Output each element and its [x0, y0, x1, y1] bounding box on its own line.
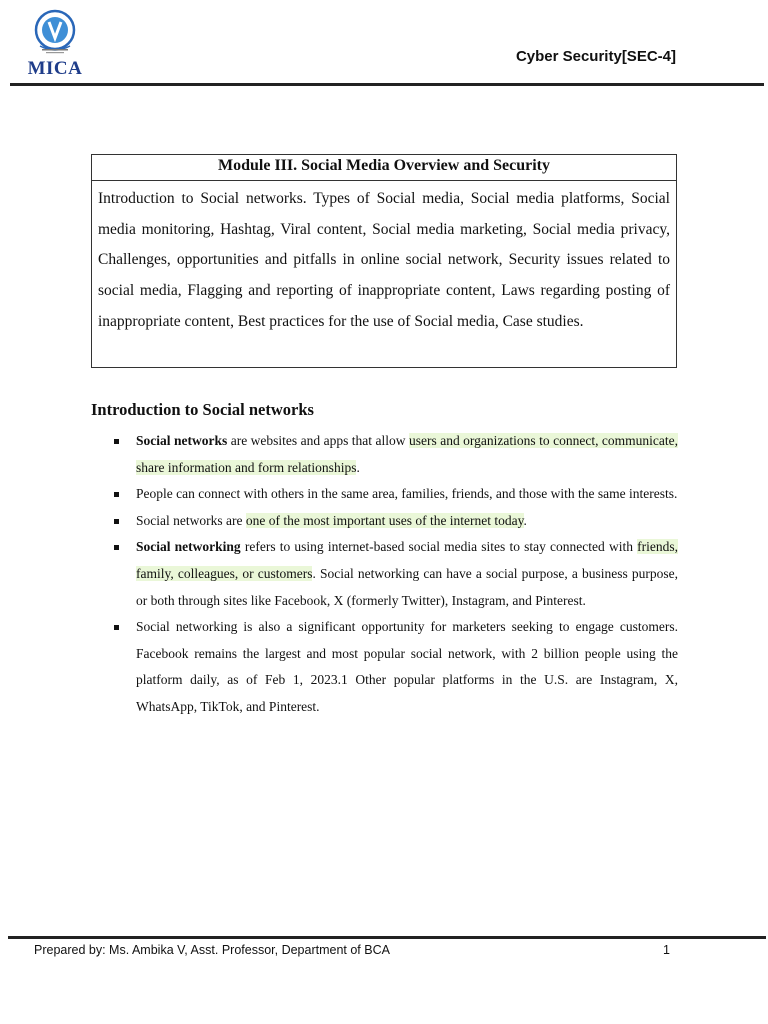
- module-title: Module III. Social Media Overview and Security: [92, 155, 676, 181]
- bullet-item: [112, 481, 678, 508]
- bullet-text: refers to using internet-based social media sites to stay connected with: [240, 539, 638, 555]
- bullet-text: Social networking is also a significant opportunity for marketers seeking to engage customers. Facebook remains the largest and most popular social network, with 2 billion people using the platform daily, as of Feb 1, 2023.1 Other popular platforms in the U.S. are Instagram, X, WhatsApp, TikTok, and Pinterest.: [136, 619, 678, 714]
- header-divider: [10, 83, 764, 86]
- bullet-bold-term: Social networks: [136, 433, 228, 448]
- logo-text: MICA: [27, 58, 83, 79]
- module-syllabus-box: [91, 154, 677, 368]
- bullet-square-icon: [114, 519, 119, 524]
- bullet-text: People can connect with others in the same area, families, friends, and those with the same interests.: [136, 486, 678, 502]
- document-header-title: Cyber Security[SEC-4]: [515, 48, 676, 65]
- bullet-square-icon: [114, 625, 119, 630]
- mica-emblem-icon: [22, 8, 88, 58]
- footer-divider: [8, 936, 766, 939]
- bullet-item: [112, 534, 678, 614]
- bullet-square-icon: [114, 545, 119, 550]
- highlighted-text: one of the most important uses of the internet today: [245, 512, 524, 528]
- bullet-item: [112, 508, 678, 535]
- bullet-list: [112, 428, 678, 721]
- bullet-text: Social networks are: [136, 512, 246, 528]
- footer-prepared-by: Prepared by: Ms. Ambika V, Asst. Professor, Department of BCA: [34, 943, 390, 957]
- section-heading: Introduction to Social networks: [91, 400, 314, 419]
- page-number: 1: [663, 943, 670, 957]
- highlighted-text: friends, family, colleagues, or customers: [136, 539, 678, 581]
- bullet-item: [112, 428, 678, 481]
- bullet-text: are websites and apps that allow: [227, 433, 409, 448]
- highlighted-text: users and organizations to connect, communicate, share information and form relationships: [136, 433, 679, 475]
- bullet-text: .: [523, 512, 527, 528]
- bullet-text: . Social networking can have a social purpose, a business purpose, or both through sites like Facebook, X (formerly Twitter), Instagram, and Pinterest.: [136, 565, 678, 608]
- module-description: Introduction to Social networks. Types of Social media, Social media platforms, Social media monitoring, Hashtag, Viral content, Social media marketing, Social media privacy, Challenges, opportunities and pitfalls in online social network, Security issues related to social media, Flagging and reporting of inappropriate content, Laws regarding posting of inappropriate content, Best practices for the use of Social media, Case studies.: [98, 190, 670, 330]
- bullet-square-icon: [114, 439, 119, 444]
- mica-logo: [22, 8, 88, 80]
- bullet-square-icon: [114, 492, 119, 497]
- bullet-text: .: [356, 459, 360, 475]
- bullet-item: [112, 614, 678, 720]
- bullet-bold-term: Social networking: [136, 539, 241, 555]
